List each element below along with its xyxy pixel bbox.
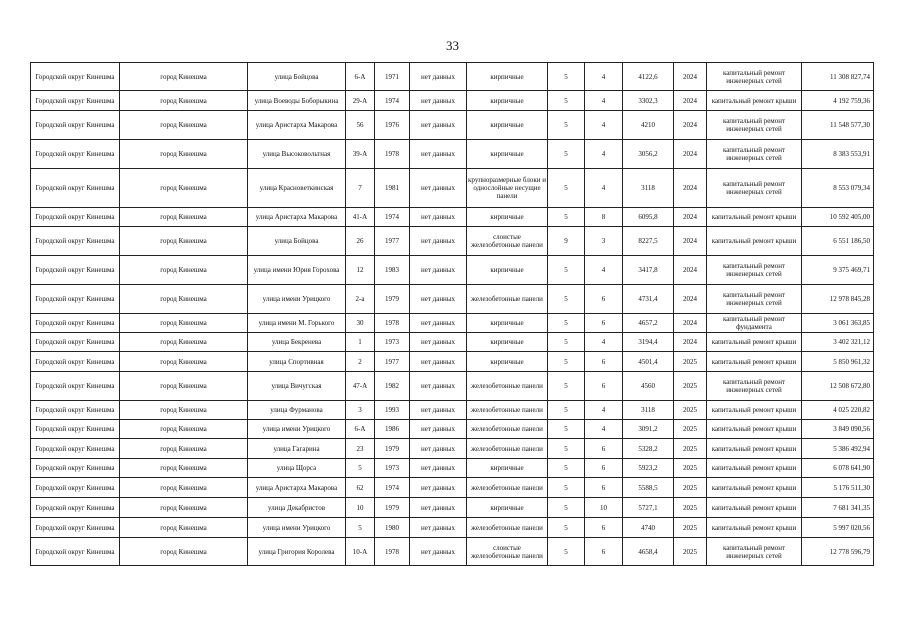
cell-house-number: 41-А bbox=[346, 208, 375, 227]
table-row bbox=[31, 169, 874, 208]
cell-area: 4658,4 bbox=[623, 538, 674, 566]
cell-year-reconstruction: нет данных bbox=[410, 314, 467, 333]
cell-floors: 5 bbox=[548, 91, 585, 111]
cell-floors: 5 bbox=[548, 140, 585, 169]
cell-wall-material: кирпичные bbox=[467, 498, 548, 518]
table-row bbox=[31, 91, 874, 111]
cell-repair-cost: 6 078 641,90 bbox=[802, 459, 874, 478]
cell-settlement: город Кинешма bbox=[120, 208, 248, 227]
cell-year-built: 1978 bbox=[375, 538, 410, 566]
table-row bbox=[31, 111, 874, 140]
cell-area: 5923,2 bbox=[623, 459, 674, 478]
table-row bbox=[31, 538, 874, 566]
cell-street: улица Фурманова bbox=[248, 401, 346, 420]
cell-area: 8227,5 bbox=[623, 227, 674, 256]
cell-year-reconstruction: нет данных bbox=[410, 140, 467, 169]
cell-repair-year: 2025 bbox=[674, 401, 707, 420]
cell-settlement: город Кинешма bbox=[120, 420, 248, 439]
cell-area: 3417,8 bbox=[623, 256, 674, 285]
cell-area: 4210 bbox=[623, 111, 674, 140]
cell-repair-cost: 6 551 186,50 bbox=[802, 227, 874, 256]
cell-year-built: 1979 bbox=[375, 439, 410, 459]
cell-floors: 5 bbox=[548, 285, 585, 314]
cell-settlement: город Кинешма bbox=[120, 91, 248, 111]
cell-floors: 9 bbox=[548, 227, 585, 256]
cell-entrances: 6 bbox=[585, 352, 623, 372]
cell-settlement: город Кинешма bbox=[120, 111, 248, 140]
cell-settlement: город Кинешма bbox=[120, 372, 248, 401]
cell-area: 4560 bbox=[623, 372, 674, 401]
cell-floors: 5 bbox=[548, 314, 585, 333]
cell-repair-type: капитальный ремонт крыши bbox=[707, 333, 802, 352]
table-row bbox=[31, 439, 874, 459]
cell-entrances: 10 bbox=[585, 498, 623, 518]
cell-area: 3056,2 bbox=[623, 140, 674, 169]
cell-repair-type: капитальный ремонт крыши bbox=[707, 352, 802, 372]
cell-floors: 5 bbox=[548, 63, 585, 91]
cell-municipality: Городской округ Кинешма bbox=[31, 285, 120, 314]
cell-municipality: Городской округ Кинешма bbox=[31, 401, 120, 420]
cell-wall-material: кирпичные bbox=[467, 63, 548, 91]
cell-repair-year: 2025 bbox=[674, 478, 707, 498]
table-row bbox=[31, 227, 874, 256]
cell-settlement: город Кинешма bbox=[120, 227, 248, 256]
cell-entrances: 4 bbox=[585, 256, 623, 285]
cell-wall-material: железобетонные панели bbox=[467, 401, 548, 420]
cell-floors: 5 bbox=[548, 518, 585, 538]
cell-settlement: город Кинешма bbox=[120, 256, 248, 285]
cell-repair-year: 2024 bbox=[674, 285, 707, 314]
cell-year-built: 1977 bbox=[375, 227, 410, 256]
cell-entrances: 6 bbox=[585, 285, 623, 314]
cell-year-built: 1974 bbox=[375, 478, 410, 498]
cell-repair-cost: 12 778 596,79 bbox=[802, 538, 874, 566]
cell-wall-material: железобетонные панели bbox=[467, 420, 548, 439]
cell-street: улица Григория Королева bbox=[248, 538, 346, 566]
cell-settlement: город Кинешма bbox=[120, 459, 248, 478]
cell-repair-year: 2024 bbox=[674, 256, 707, 285]
table-row bbox=[31, 459, 874, 478]
cell-repair-year: 2025 bbox=[674, 498, 707, 518]
cell-street: улица Аристарха Макарова bbox=[248, 208, 346, 227]
cell-repair-year: 2025 bbox=[674, 352, 707, 372]
cell-area: 3118 bbox=[623, 169, 674, 208]
cell-municipality: Городской округ Кинешма bbox=[31, 498, 120, 518]
table-row bbox=[31, 314, 874, 333]
cell-area: 4122,6 bbox=[623, 63, 674, 91]
cell-area: 5588,5 bbox=[623, 478, 674, 498]
cell-repair-type: капитальный ремонт инженерных сетей bbox=[707, 140, 802, 169]
cell-wall-material: железобетонные панели bbox=[467, 285, 548, 314]
cell-street: улица Бекренева bbox=[248, 333, 346, 352]
cell-year-reconstruction: нет данных bbox=[410, 333, 467, 352]
cell-street: улица Воеводы Боборыкина bbox=[248, 91, 346, 111]
cell-floors: 5 bbox=[548, 420, 585, 439]
cell-entrances: 8 bbox=[585, 208, 623, 227]
cell-repair-year: 2025 bbox=[674, 518, 707, 538]
cell-repair-cost: 3 061 363,85 bbox=[802, 314, 874, 333]
cell-wall-material: кирпичные bbox=[467, 256, 548, 285]
cell-year-built: 1979 bbox=[375, 498, 410, 518]
cell-house-number: 12 bbox=[346, 256, 375, 285]
cell-year-reconstruction: нет данных bbox=[410, 478, 467, 498]
cell-year-built: 1974 bbox=[375, 91, 410, 111]
cell-repair-year: 2025 bbox=[674, 459, 707, 478]
cell-repair-cost: 5 850 961,32 bbox=[802, 352, 874, 372]
cell-floors: 5 bbox=[548, 401, 585, 420]
cell-settlement: город Кинешма bbox=[120, 169, 248, 208]
table-row bbox=[31, 498, 874, 518]
cell-house-number: 10-А bbox=[346, 538, 375, 566]
cell-municipality: Городской округ Кинешма bbox=[31, 478, 120, 498]
cell-street: улица имени Урицкого bbox=[248, 285, 346, 314]
cell-repair-cost: 8 553 079,34 bbox=[802, 169, 874, 208]
cell-floors: 5 bbox=[548, 352, 585, 372]
table-row bbox=[31, 333, 874, 352]
cell-repair-type: капитальный ремонт крыши bbox=[707, 91, 802, 111]
cell-floors: 5 bbox=[548, 459, 585, 478]
cell-street: улица Декабристов bbox=[248, 498, 346, 518]
cell-municipality: Городской округ Кинешма bbox=[31, 227, 120, 256]
cell-repair-cost: 5 997 020,56 bbox=[802, 518, 874, 538]
cell-year-reconstruction: нет данных bbox=[410, 91, 467, 111]
cell-wall-material: слоистые железобетонные панели bbox=[467, 538, 548, 566]
cell-area: 3091,2 bbox=[623, 420, 674, 439]
cell-repair-year: 2024 bbox=[674, 333, 707, 352]
cell-floors: 5 bbox=[548, 498, 585, 518]
housing-repair-table bbox=[30, 62, 874, 566]
table-row bbox=[31, 518, 874, 538]
table-body bbox=[31, 63, 874, 566]
cell-year-built: 1978 bbox=[375, 314, 410, 333]
table-row bbox=[31, 420, 874, 439]
cell-entrances: 4 bbox=[585, 111, 623, 140]
cell-repair-type: капитальный ремонт фундамента bbox=[707, 314, 802, 333]
cell-wall-material: кирпичные bbox=[467, 314, 548, 333]
cell-entrances: 6 bbox=[585, 439, 623, 459]
cell-street: улица Красноветкинская bbox=[248, 169, 346, 208]
table-row bbox=[31, 478, 874, 498]
cell-repair-year: 2024 bbox=[674, 63, 707, 91]
cell-wall-material: железобетонные панели bbox=[467, 478, 548, 498]
cell-street: улица Гагарина bbox=[248, 439, 346, 459]
cell-settlement: город Кинешма bbox=[120, 401, 248, 420]
cell-repair-type: капитальный ремонт инженерных сетей bbox=[707, 372, 802, 401]
cell-area: 4740 bbox=[623, 518, 674, 538]
cell-settlement: город Кинешма bbox=[120, 439, 248, 459]
cell-house-number: 7 bbox=[346, 169, 375, 208]
cell-repair-year: 2025 bbox=[674, 538, 707, 566]
cell-house-number: 2 bbox=[346, 352, 375, 372]
table-row bbox=[31, 140, 874, 169]
cell-municipality: Городской округ Кинешма bbox=[31, 91, 120, 111]
cell-house-number: 5 bbox=[346, 518, 375, 538]
table-row bbox=[31, 401, 874, 420]
cell-wall-material: железобетонные панели bbox=[467, 372, 548, 401]
cell-year-reconstruction: нет данных bbox=[410, 285, 467, 314]
cell-repair-year: 2024 bbox=[674, 111, 707, 140]
cell-municipality: Городской округ Кинешма bbox=[31, 208, 120, 227]
cell-repair-type: капитальный ремонт инженерных сетей bbox=[707, 63, 802, 91]
cell-entrances: 4 bbox=[585, 91, 623, 111]
cell-entrances: 6 bbox=[585, 478, 623, 498]
cell-year-built: 1986 bbox=[375, 420, 410, 439]
cell-municipality: Городской округ Кинешма bbox=[31, 314, 120, 333]
table-row bbox=[31, 285, 874, 314]
cell-municipality: Городской округ Кинешма bbox=[31, 352, 120, 372]
cell-area: 3302,3 bbox=[623, 91, 674, 111]
cell-area: 6095,8 bbox=[623, 208, 674, 227]
cell-repair-year: 2025 bbox=[674, 372, 707, 401]
cell-municipality: Городской округ Кинешма bbox=[31, 256, 120, 285]
cell-street: улица имени Урицкого bbox=[248, 518, 346, 538]
cell-area: 3118 bbox=[623, 401, 674, 420]
cell-municipality: Городской округ Кинешма bbox=[31, 538, 120, 566]
cell-municipality: Городской округ Кинешма bbox=[31, 63, 120, 91]
cell-year-built: 1973 bbox=[375, 333, 410, 352]
cell-repair-cost: 4 025 220,82 bbox=[802, 401, 874, 420]
cell-settlement: город Кинешма bbox=[120, 478, 248, 498]
cell-repair-year: 2024 bbox=[674, 227, 707, 256]
cell-year-built: 1981 bbox=[375, 169, 410, 208]
cell-floors: 5 bbox=[548, 208, 585, 227]
cell-house-number: 62 bbox=[346, 478, 375, 498]
cell-settlement: город Кинешма bbox=[120, 285, 248, 314]
cell-street: улица Щорса bbox=[248, 459, 346, 478]
cell-repair-cost: 12 508 672,80 bbox=[802, 372, 874, 401]
cell-entrances: 6 bbox=[585, 314, 623, 333]
cell-municipality: Городской округ Кинешма bbox=[31, 459, 120, 478]
cell-repair-type: капитальный ремонт крыши bbox=[707, 227, 802, 256]
cell-floors: 5 bbox=[548, 333, 585, 352]
cell-repair-year: 2024 bbox=[674, 314, 707, 333]
cell-repair-cost: 4 192 759,36 bbox=[802, 91, 874, 111]
cell-repair-year: 2025 bbox=[674, 439, 707, 459]
cell-repair-cost: 10 592 405,00 bbox=[802, 208, 874, 227]
cell-repair-type: капитальный ремонт инженерных сетей bbox=[707, 256, 802, 285]
cell-entrances: 6 bbox=[585, 459, 623, 478]
cell-municipality: Городской округ Кинешма bbox=[31, 420, 120, 439]
cell-house-number: 56 bbox=[346, 111, 375, 140]
cell-repair-type: капитальный ремонт крыши bbox=[707, 518, 802, 538]
cell-year-built: 1977 bbox=[375, 352, 410, 372]
table-row bbox=[31, 208, 874, 227]
cell-entrances: 3 bbox=[585, 227, 623, 256]
cell-municipality: Городской округ Кинешма bbox=[31, 140, 120, 169]
cell-settlement: город Кинешма bbox=[120, 140, 248, 169]
cell-street: улица Бойцова bbox=[248, 63, 346, 91]
cell-house-number: 6-А bbox=[346, 63, 375, 91]
cell-entrances: 6 bbox=[585, 372, 623, 401]
cell-wall-material: кирпичные bbox=[467, 140, 548, 169]
cell-wall-material: кирпичные bbox=[467, 459, 548, 478]
cell-house-number: 26 bbox=[346, 227, 375, 256]
cell-repair-year: 2024 bbox=[674, 91, 707, 111]
table-row bbox=[31, 256, 874, 285]
cell-year-reconstruction: нет данных bbox=[410, 538, 467, 566]
cell-house-number: 6-А bbox=[346, 420, 375, 439]
cell-settlement: город Кинешма bbox=[120, 518, 248, 538]
cell-year-built: 1974 bbox=[375, 208, 410, 227]
cell-entrances: 4 bbox=[585, 420, 623, 439]
cell-year-reconstruction: нет данных bbox=[410, 169, 467, 208]
cell-house-number: 3 bbox=[346, 401, 375, 420]
cell-floors: 5 bbox=[548, 256, 585, 285]
cell-entrances: 4 bbox=[585, 140, 623, 169]
cell-wall-material: кирпичные bbox=[467, 352, 548, 372]
cell-house-number: 10 bbox=[346, 498, 375, 518]
cell-year-built: 1983 bbox=[375, 256, 410, 285]
cell-floors: 5 bbox=[548, 111, 585, 140]
table-row bbox=[31, 352, 874, 372]
cell-settlement: город Кинешма bbox=[120, 498, 248, 518]
cell-repair-cost: 3 402 321,12 bbox=[802, 333, 874, 352]
cell-year-reconstruction: нет данных bbox=[410, 256, 467, 285]
cell-municipality: Городской округ Кинешма bbox=[31, 372, 120, 401]
cell-repair-cost: 9 375 469,71 bbox=[802, 256, 874, 285]
table-row bbox=[31, 63, 874, 91]
cell-year-built: 1973 bbox=[375, 459, 410, 478]
cell-repair-type: капитальный ремонт крыши bbox=[707, 439, 802, 459]
cell-repair-type: капитальный ремонт инженерных сетей bbox=[707, 111, 802, 140]
cell-repair-year: 2024 bbox=[674, 140, 707, 169]
cell-wall-material: кирпичные bbox=[467, 333, 548, 352]
cell-house-number: 47-А bbox=[346, 372, 375, 401]
cell-year-reconstruction: нет данных bbox=[410, 372, 467, 401]
cell-repair-year: 2024 bbox=[674, 208, 707, 227]
cell-settlement: город Кинешма bbox=[120, 352, 248, 372]
cell-house-number: 30 bbox=[346, 314, 375, 333]
cell-house-number: 1 bbox=[346, 333, 375, 352]
table-row bbox=[31, 372, 874, 401]
cell-entrances: 4 bbox=[585, 63, 623, 91]
cell-year-built: 1976 bbox=[375, 111, 410, 140]
cell-municipality: Городской округ Кинешма bbox=[31, 439, 120, 459]
cell-floors: 5 bbox=[548, 169, 585, 208]
cell-repair-cost: 11 308 827,74 bbox=[802, 63, 874, 91]
cell-entrances: 4 bbox=[585, 169, 623, 208]
cell-entrances: 6 bbox=[585, 538, 623, 566]
cell-year-reconstruction: нет данных bbox=[410, 208, 467, 227]
cell-street: улица Высоковольтная bbox=[248, 140, 346, 169]
cell-repair-type: капитальный ремонт инженерных сетей bbox=[707, 169, 802, 208]
cell-repair-cost: 5 386 492,94 bbox=[802, 439, 874, 459]
cell-year-reconstruction: нет данных bbox=[410, 111, 467, 140]
cell-municipality: Городской округ Кинешма bbox=[31, 169, 120, 208]
cell-street: улица Вичугская bbox=[248, 372, 346, 401]
cell-settlement: город Кинешма bbox=[120, 538, 248, 566]
cell-repair-type: капитальный ремонт инженерных сетей bbox=[707, 285, 802, 314]
cell-repair-cost: 12 978 845,28 bbox=[802, 285, 874, 314]
cell-street: улица имени Юрия Горохова bbox=[248, 256, 346, 285]
cell-repair-year: 2024 bbox=[674, 169, 707, 208]
cell-year-reconstruction: нет данных bbox=[410, 401, 467, 420]
cell-settlement: город Кинешма bbox=[120, 314, 248, 333]
cell-year-built: 1993 bbox=[375, 401, 410, 420]
cell-floors: 5 bbox=[548, 478, 585, 498]
cell-year-built: 1971 bbox=[375, 63, 410, 91]
cell-wall-material: крупноразмерные блоки и однослойные несущие панели bbox=[467, 169, 548, 208]
cell-municipality: Городской округ Кинешма bbox=[31, 333, 120, 352]
cell-street: улица Аристарха Макарова bbox=[248, 111, 346, 140]
cell-repair-type: капитальный ремонт инженерных сетей bbox=[707, 538, 802, 566]
cell-year-reconstruction: нет данных bbox=[410, 227, 467, 256]
cell-floors: 5 bbox=[548, 372, 585, 401]
cell-repair-type: капитальный ремонт крыши bbox=[707, 208, 802, 227]
cell-floors: 5 bbox=[548, 439, 585, 459]
cell-settlement: город Кинешма bbox=[120, 63, 248, 91]
cell-area: 4501,4 bbox=[623, 352, 674, 372]
cell-repair-type: капитальный ремонт крыши bbox=[707, 401, 802, 420]
cell-municipality: Городской округ Кинешма bbox=[31, 111, 120, 140]
cell-entrances: 4 bbox=[585, 333, 623, 352]
cell-repair-cost: 8 383 553,91 bbox=[802, 140, 874, 169]
cell-area: 4657,2 bbox=[623, 314, 674, 333]
cell-street: улица имени Урицкого bbox=[248, 420, 346, 439]
cell-wall-material: железобетонные панели bbox=[467, 439, 548, 459]
cell-repair-cost: 3 849 090,56 bbox=[802, 420, 874, 439]
cell-repair-year: 2025 bbox=[674, 420, 707, 439]
cell-year-reconstruction: нет данных bbox=[410, 439, 467, 459]
cell-house-number: 5 bbox=[346, 459, 375, 478]
cell-settlement: город Кинешма bbox=[120, 333, 248, 352]
cell-year-built: 1978 bbox=[375, 140, 410, 169]
cell-wall-material: кирпичные bbox=[467, 208, 548, 227]
cell-year-reconstruction: нет данных bbox=[410, 352, 467, 372]
cell-year-reconstruction: нет данных bbox=[410, 459, 467, 478]
cell-repair-type: капитальный ремонт крыши bbox=[707, 420, 802, 439]
cell-year-built: 1979 bbox=[375, 285, 410, 314]
cell-repair-cost: 5 176 511,30 bbox=[802, 478, 874, 498]
cell-year-reconstruction: нет данных bbox=[410, 518, 467, 538]
cell-year-reconstruction: нет данных bbox=[410, 63, 467, 91]
page-number: 33 bbox=[446, 38, 459, 53]
cell-wall-material: слоистые железобетонные панели bbox=[467, 227, 548, 256]
cell-street: улица Аристарха Макарова bbox=[248, 478, 346, 498]
cell-wall-material: кирпичные bbox=[467, 111, 548, 140]
cell-street: улица имени М. Горького bbox=[248, 314, 346, 333]
cell-entrances: 4 bbox=[585, 401, 623, 420]
cell-area: 4731,4 bbox=[623, 285, 674, 314]
cell-area: 5727,1 bbox=[623, 498, 674, 518]
cell-wall-material: кирпичные bbox=[467, 91, 548, 111]
cell-street: улица Спортивная bbox=[248, 352, 346, 372]
cell-repair-type: капитальный ремонт крыши bbox=[707, 478, 802, 498]
cell-house-number: 39-А bbox=[346, 140, 375, 169]
cell-repair-type: капитальный ремонт крыши bbox=[707, 459, 802, 478]
cell-year-reconstruction: нет данных bbox=[410, 498, 467, 518]
cell-house-number: 2-а bbox=[346, 285, 375, 314]
cell-area: 5328,2 bbox=[623, 439, 674, 459]
cell-house-number: 29-А bbox=[346, 91, 375, 111]
cell-year-built: 1982 bbox=[375, 372, 410, 401]
cell-repair-cost: 7 681 341,35 bbox=[802, 498, 874, 518]
cell-house-number: 23 bbox=[346, 439, 375, 459]
cell-floors: 5 bbox=[548, 538, 585, 566]
cell-area: 3194,4 bbox=[623, 333, 674, 352]
cell-year-built: 1980 bbox=[375, 518, 410, 538]
cell-street: улица Бойцова bbox=[248, 227, 346, 256]
cell-wall-material: железобетонные панели bbox=[467, 518, 548, 538]
cell-year-reconstruction: нет данных bbox=[410, 420, 467, 439]
cell-municipality: Городской округ Кинешма bbox=[31, 518, 120, 538]
cell-repair-cost: 11 548 577,30 bbox=[802, 111, 874, 140]
cell-entrances: 6 bbox=[585, 518, 623, 538]
cell-repair-type: капитальный ремонт крыши bbox=[707, 498, 802, 518]
